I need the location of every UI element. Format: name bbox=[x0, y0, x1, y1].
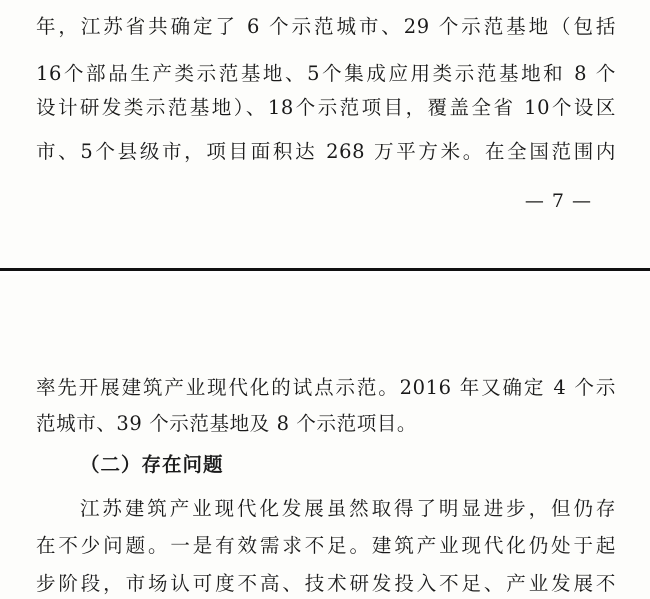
body-text-line: 16个部品生产类示范基地、5个集成应用类示范基地和 8 个 bbox=[36, 62, 616, 85]
body-text-line: 范城市、39 个示范基地及 8 个示范项目。 bbox=[36, 412, 418, 435]
body-text-line: 市、5个县级市，项目面积达 268 万平方米。在全国范围内 bbox=[36, 140, 616, 163]
page-number: — 7 — bbox=[524, 190, 592, 212]
body-text-line: 设计研发类示范基地）、18个示范项目，覆盖全省 10个设区 bbox=[36, 96, 616, 119]
body-text-line: 步阶段，市场认可度不高、技术研发投入不足、产业发展不 bbox=[36, 572, 616, 595]
section-heading: （二）存在问题 bbox=[80, 453, 224, 476]
top-page bbox=[0, 0, 650, 268]
page-divider bbox=[0, 268, 650, 275]
body-text-line: 江苏建筑产业现代化发展虽然取得了明显进步，但仍存 bbox=[80, 497, 616, 520]
body-text-line: 年，江苏省共确定了 6 个示范城市、29 个示范基地（包括 bbox=[36, 15, 616, 38]
body-text-line: 率先开展建筑产业现代化的试点示范。2016 年又确定 4 个示 bbox=[36, 376, 616, 399]
body-text-line: 在不少问题。一是有效需求不足。建筑产业现代化仍处于起 bbox=[36, 534, 616, 557]
